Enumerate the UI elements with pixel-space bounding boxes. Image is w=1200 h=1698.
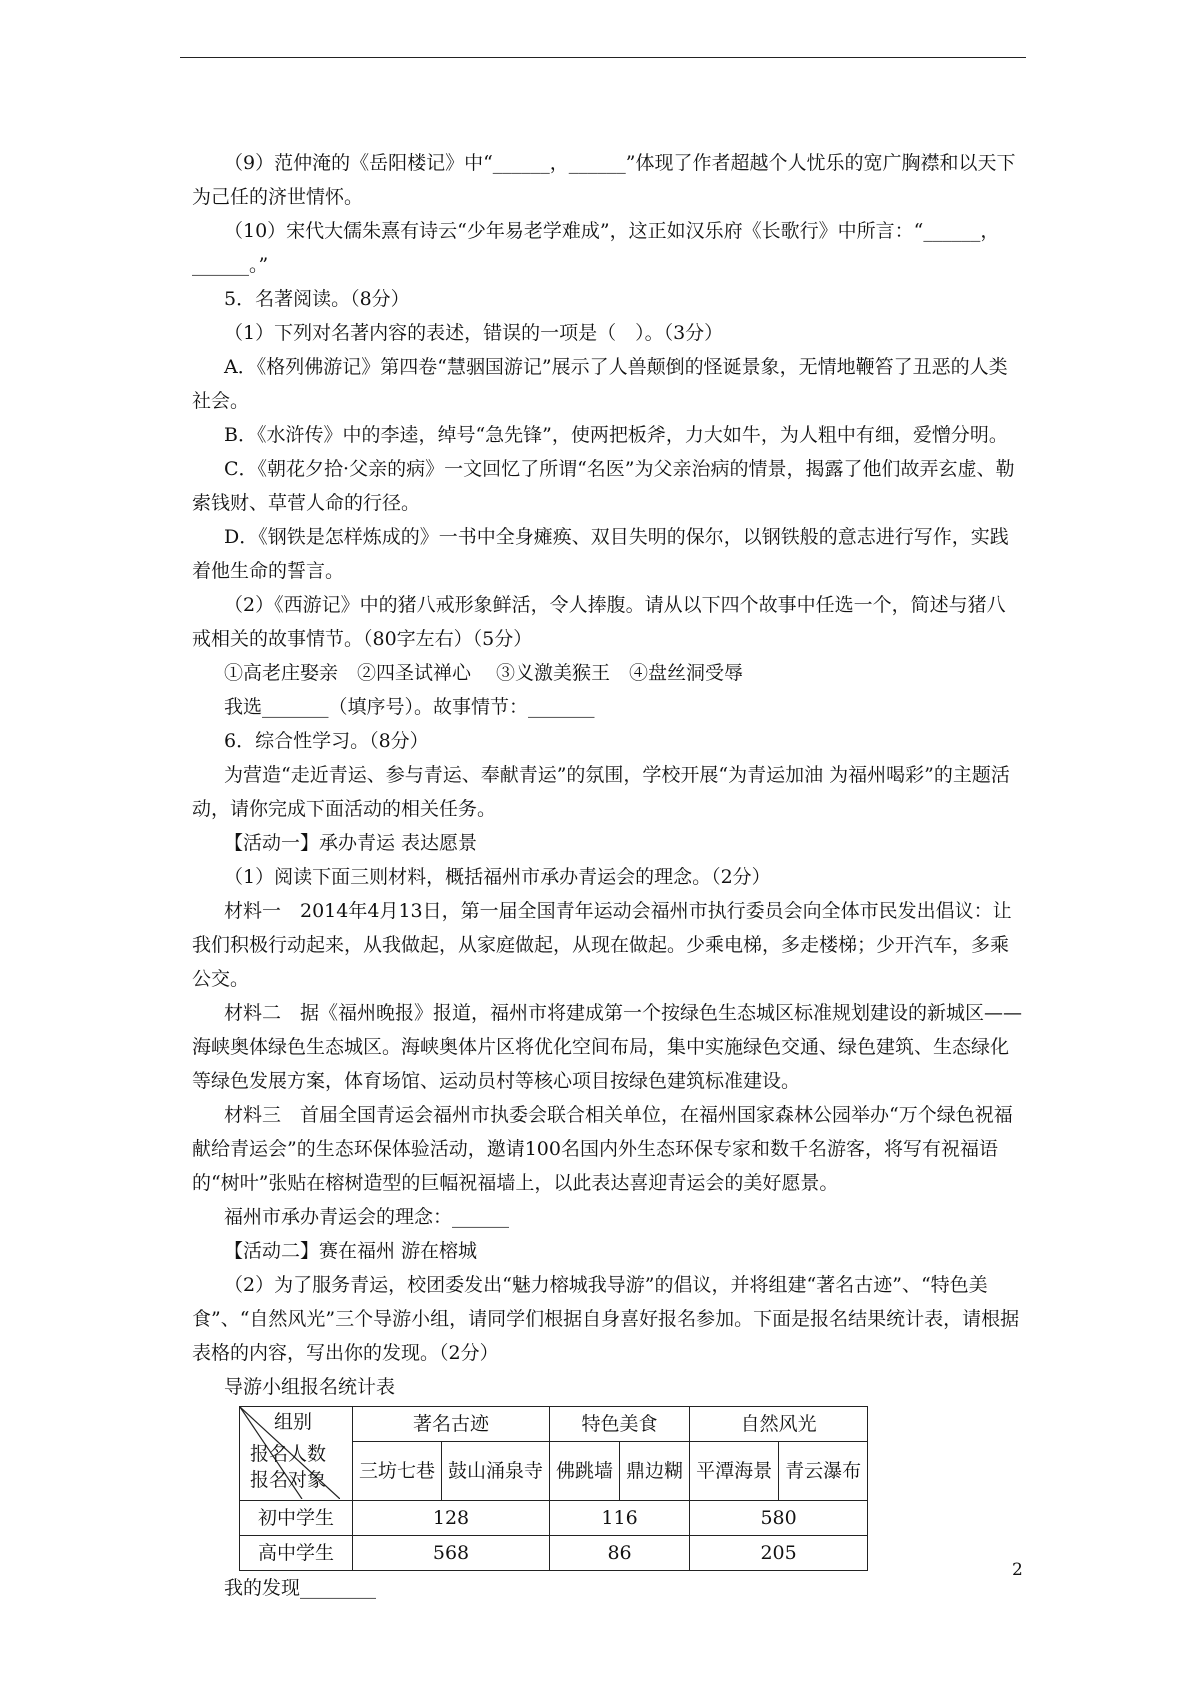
subgroup-header: 平潭海景 xyxy=(690,1442,779,1501)
table-title: 导游小组报名统计表 xyxy=(224,1376,396,1398)
corner-label-count: 报名人数 xyxy=(250,1443,327,1465)
story-answer-line: 我选_______（填序号）。故事情节：_______ xyxy=(224,696,595,718)
document-body xyxy=(192,146,1024,1605)
section-6-heading: 6．综合性学习。（8分） xyxy=(224,730,429,752)
finding-answer-line: 我的发现________ xyxy=(224,1577,377,1599)
option-d: D．《钢铁是怎样炼成的》一书中全身瘫痪、双目失明的保尔，以钢铁般的意志进行写作，实践着他生命的誓言。 xyxy=(192,526,1009,582)
row-label: 高中学生 xyxy=(240,1536,353,1571)
option-c: C．《朝花夕拾·父亲的病》一文回忆了所谓“名医”为父亲治病的情景，揭露了他们故弄玄虚、勒索钱财、草菅人命的行径。 xyxy=(192,458,1015,514)
subgroup-header: 三坊七巷 xyxy=(353,1442,442,1501)
material-3: 材料三 首届全国青运会福州市执委会联合相关单位，在福州国家森林公园举办“万个绿色祝福献给青运会”的生态环保体验活动，邀请100名国内外生态环保专家和数千名游客，将写有祝福语的“树叶”张贴在榕树造型的巨幅祝福墙上，以此表达喜迎青运会的美好愿景。 xyxy=(192,1104,1013,1194)
page-number: 2 xyxy=(1012,1560,1023,1580)
table-row-junior xyxy=(240,1501,868,1536)
activity-intro: 为营造“走近青运、参与青运、奉献青运”的氛围，学校开展“为青运加油 为福州喝彩”的主题活动，请你完成下面活动的相关任务。 xyxy=(192,764,1010,820)
group-header-scenery: 自然风光 xyxy=(690,1407,868,1442)
option-a: A．《格列佛游记》第四卷“慧骃国游记”展示了人兽颠倒的怪诞景象，无情地鞭笞了丑恶的人类社会。 xyxy=(192,356,1008,412)
subgroup-header: 鼎边糊 xyxy=(620,1442,690,1501)
question-6-1: （1）阅读下面三则材料，概括福州市承办青运会的理念。（2分） xyxy=(224,866,771,888)
table-cell: 86 xyxy=(550,1536,690,1571)
question-5-1: （1）下列对名著内容的表述，错误的一项是（ ）。（3分） xyxy=(224,322,724,344)
subgroup-header: 鼓山涌泉寺 xyxy=(442,1442,550,1501)
concept-answer-line: 福州市承办青运会的理念：______ xyxy=(224,1206,510,1228)
activity-2-heading: 【活动二】赛在福州 游在榕城 xyxy=(224,1240,478,1262)
material-1: 材料一 2014年4月13日，第一届全国青年运动会福州市执行委员会向全体市民发出倡议：让我们积极行动起来，从我做起，从家庭做起，从现在做起。少乘电梯，多走楼梯；少开汽车，多乘公交。 xyxy=(192,900,1012,990)
table-cell: 580 xyxy=(690,1501,868,1536)
subgroup-header: 佛跳墙 xyxy=(550,1442,620,1501)
table-header-row xyxy=(240,1407,868,1442)
corner-label-group: 组别 xyxy=(274,1411,313,1433)
table-cell: 568 xyxy=(353,1536,550,1571)
diagonal-header-cell xyxy=(240,1407,353,1501)
section-5-heading: 5．名著阅读。（8分） xyxy=(224,288,410,310)
subgroup-header: 青云瀑布 xyxy=(779,1442,868,1501)
activity-1-heading: 【活动一】承办青运 表达愿景 xyxy=(224,832,478,854)
story-choices: ①高老庄娶亲 ②四圣试禅心 ③义激美猴王 ④盘丝洞受辱 xyxy=(224,662,744,684)
signup-stats-table xyxy=(239,1406,868,1571)
question-5-2: （2）《西游记》中的猪八戒形象鲜活，令人捧腹。请从以下四个故事中任选一个，简述与猪八戒相关的故事情节。（80字左右）（5分） xyxy=(192,594,1006,650)
group-header-food: 特色美食 xyxy=(550,1407,690,1442)
question-10: （10）宋代大儒朱熹有诗云“少年易老学难成”，这正如汉乐府《长歌行》中所言：“______，______。” xyxy=(192,220,1000,276)
table-row-senior xyxy=(240,1536,868,1571)
question-6-2: （2）为了服务青运，校团委发出“魅力榕城我导游”的倡议，并将组建“著名古迹”、“特色美食”、“自然风光”三个导游小组，请同学们根据自身喜好报名参加。下面是报名结果统计表，请根据表格的内容，写出你的发现。（2分） xyxy=(192,1274,1020,1364)
table-cell: 116 xyxy=(550,1501,690,1536)
table-cell: 128 xyxy=(353,1501,550,1536)
material-2: 材料二 据《福州晚报》报道，福州市将建成第一个按绿色生态城区标准规划建设的新城区——海峡奥体绿色生态城区。海峡奥体片区将优化空间布局，集中实施绿色交通、绿色建筑、生态绿化等绿色发展方案，体育场馆、运动员村等核心项目按绿色建筑标准建设。 xyxy=(192,1002,1023,1092)
header-rule xyxy=(180,57,1026,58)
table-cell: 205 xyxy=(690,1536,868,1571)
option-b: B．《水浒传》中的李逵，绰号“急先锋”，使两把板斧，力大如牛，为人粗中有细，爱憎分明。 xyxy=(224,424,1008,446)
question-9: （9）范仲淹的《岳阳楼记》中“______，______”体现了作者超越个人忧乐的宽广胸襟和以天下为己任的济世情怀。 xyxy=(192,152,1016,208)
corner-label-target: 报名对象 xyxy=(250,1469,327,1491)
group-header-historic: 著名古迹 xyxy=(353,1407,550,1442)
row-label: 初中学生 xyxy=(240,1501,353,1536)
